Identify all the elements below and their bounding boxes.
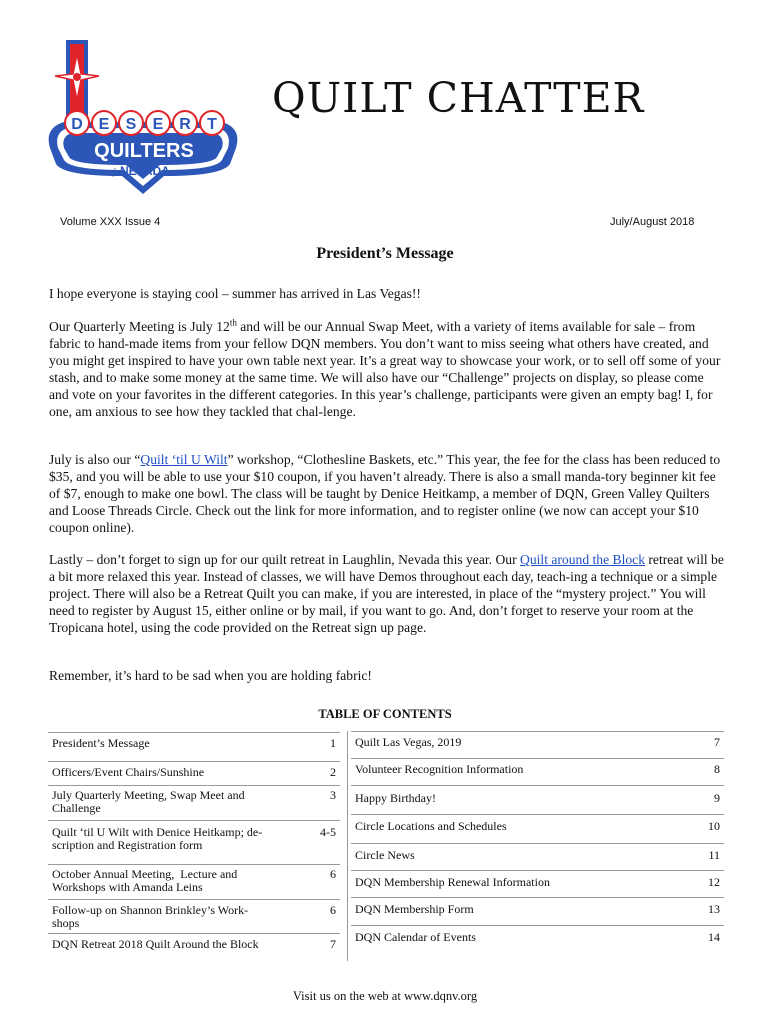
toc-entry-page: 6	[330, 903, 336, 917]
footer-website: Visit us on the web at www.dqnv.org	[292, 989, 478, 1003]
logo-of: of	[108, 167, 116, 177]
message-paragraph-5: Remember, it’s hard to be sad when you are holding fabric!	[49, 668, 372, 683]
toc-entry-title: July Quarterly Meeting, Swap Meet and Challenge	[52, 788, 245, 815]
toc-entry-page: 10	[708, 819, 720, 833]
logo-letter: D	[71, 116, 83, 133]
toc-entry-title: Happy Birthday!	[355, 791, 436, 805]
toc-entry-title: Officers/Event Chairs/Sunshine	[52, 765, 205, 779]
toc-entry	[351, 736, 724, 764]
toc-entry	[48, 938, 340, 966]
logo-letter: T	[207, 116, 217, 133]
toc-entry-page: 9	[714, 791, 720, 805]
toc-divider	[351, 870, 724, 871]
logo-nevada: NEVADA	[120, 164, 170, 178]
message-paragraph-1: I hope everyone is staying cool – summer has arrived in Las Vegas!!	[49, 286, 421, 301]
toc-divider	[351, 897, 724, 898]
toc-entry-title: Volunteer Recognition Information	[355, 762, 524, 776]
toc-divider	[48, 899, 340, 900]
toc-entry-title: Quilt ‘til U Wilt with Denice Heitkamp; de- scription and Registration form	[52, 825, 263, 852]
toc-entry	[351, 931, 724, 959]
toc-entry-title: Follow-up on Shannon Brinkley’s Work- shops	[52, 903, 249, 930]
masthead-title: QUILT CHATTER	[272, 74, 645, 122]
logo-letter: E	[152, 116, 164, 133]
quilt-til-u-wilt-link[interactable]: Quilt ‘til U Wilt	[140, 452, 228, 467]
toc-entry-page: 7	[330, 937, 336, 951]
quilt-around-the-block-link[interactable]: Quilt around the Block	[520, 552, 645, 567]
toc-divider	[351, 814, 724, 815]
toc-entry-page: 13	[708, 902, 720, 916]
issue-volume: Volume XXX Issue 4	[60, 216, 161, 228]
toc-entry	[351, 903, 724, 931]
toc-entry-page: 7	[714, 735, 720, 749]
toc-entry-title: Quilt Las Vegas, 2019	[355, 735, 462, 749]
toc-entry	[48, 826, 340, 854]
toc-entry-page: 6	[330, 867, 336, 881]
toc-entry-title: DQN Membership Form	[355, 902, 474, 916]
toc-divider	[48, 864, 340, 865]
toc-divider	[351, 758, 724, 759]
message-paragraph-2: Our Quarterly Meeting is July 12th and will be our Annual Swap Meet, with a variety of items available for sale – from fabric to hand-made items from your fellow DQN members. You don’t want to miss seeing what others have created, and you might get inspired to have your own table next year. It’s a great way to showcase your work, or to sell off some of your stash, and to make some money at the same time. We will also have our “Challenge” projects on display, so please come and vote on your favorites in the different categories. In this year’s challenge, participants were given an empty bag! I, for one, am anxious to see how they tackled that chal-lenge.	[49, 317, 721, 419]
toc-divider	[351, 785, 724, 786]
message-paragraph-4: Lastly – don’t forget to sign up for our quilt retreat in Laughlin, Nevada this year. Our Quilt around the Block retreat will be a bit more relaxed this year. Instead of classes, we will have Demos throughout each day, teach-ing a technique or a simple project. There will also be a Retreat Quilt you can make, if you are interested, in place of the “mystery project.” You will need to register by August 15, either online or by mail, if you want to go. And, don’t forget to reserve your room at the Tropicana hotel, using the code provided on the Retreat sign up page.	[49, 552, 724, 635]
toc-entry	[351, 876, 724, 904]
toc-entry-page: 3	[330, 788, 336, 802]
toc-entry-page: 12	[708, 875, 720, 889]
toc-entry-page: 11	[708, 848, 720, 862]
message-paragraph-3: July is also our “Quilt ‘til U Wilt” workshop, “Clothesline Baskets, etc.” This year, the fee for the class has been reduced to $35, and you will be able to use your $10 coupon, if you haven’t already. There is also a small manda-tory beginner kit fee of $7, enough to make one bowl. The class will be taught by Denice Heitkamp, a member of DQN, Green Valley Quilters and Loose Threads Circle. Check out the link for more information, and to register online (we now can accept your $10 coupon online).	[49, 452, 721, 535]
toc-entry	[48, 904, 340, 932]
issue-date: July/August 2018	[610, 216, 695, 228]
toc-entry-page: 1	[330, 736, 336, 750]
toc-divider	[48, 933, 340, 934]
toc-divider	[48, 732, 340, 733]
toc-entry	[351, 763, 724, 791]
toc-entry	[351, 849, 724, 877]
logo-letter: R	[179, 116, 191, 133]
toc-entry-page: 14	[708, 930, 720, 944]
logo-quilters: QUILTERS	[94, 140, 194, 162]
toc-entry	[48, 868, 340, 896]
toc-divider	[351, 843, 724, 844]
toc-entry-page: 2	[330, 765, 336, 779]
toc-entry-title: Circle Locations and Schedules	[355, 819, 507, 833]
toc-entry	[351, 792, 724, 820]
presidents-message-title: President’s Message	[316, 245, 454, 262]
toc-entry-title: DQN Retreat 2018 Quilt Around the Block	[52, 937, 259, 951]
logo-letter: S	[125, 116, 137, 133]
toc-entry-title: DQN Calendar of Events	[355, 930, 476, 944]
toc-divider	[48, 785, 340, 786]
toc-entry-page: 4-5	[320, 825, 336, 839]
star-icon	[55, 54, 99, 100]
toc-entry-title: Circle News	[355, 848, 415, 862]
toc-entry-title: DQN Membership Renewal Information	[355, 875, 550, 889]
toc-entry-page: 8	[714, 762, 720, 776]
desert-quilters-logo	[44, 36, 242, 194]
toc-entry-title: October Annual Meeting, Lecture and Workshops with Amanda Leins	[52, 867, 238, 894]
toc-divider	[351, 925, 724, 926]
toc-divider	[347, 731, 348, 961]
toc-entry	[48, 789, 340, 817]
toc-divider	[48, 761, 340, 762]
toc-divider	[48, 820, 340, 821]
toc-title: TABLE OF CONTENTS	[318, 707, 452, 721]
toc-entry-title: President’s Message	[52, 736, 150, 750]
toc-divider	[351, 731, 724, 732]
logo-letter: E	[98, 116, 110, 133]
